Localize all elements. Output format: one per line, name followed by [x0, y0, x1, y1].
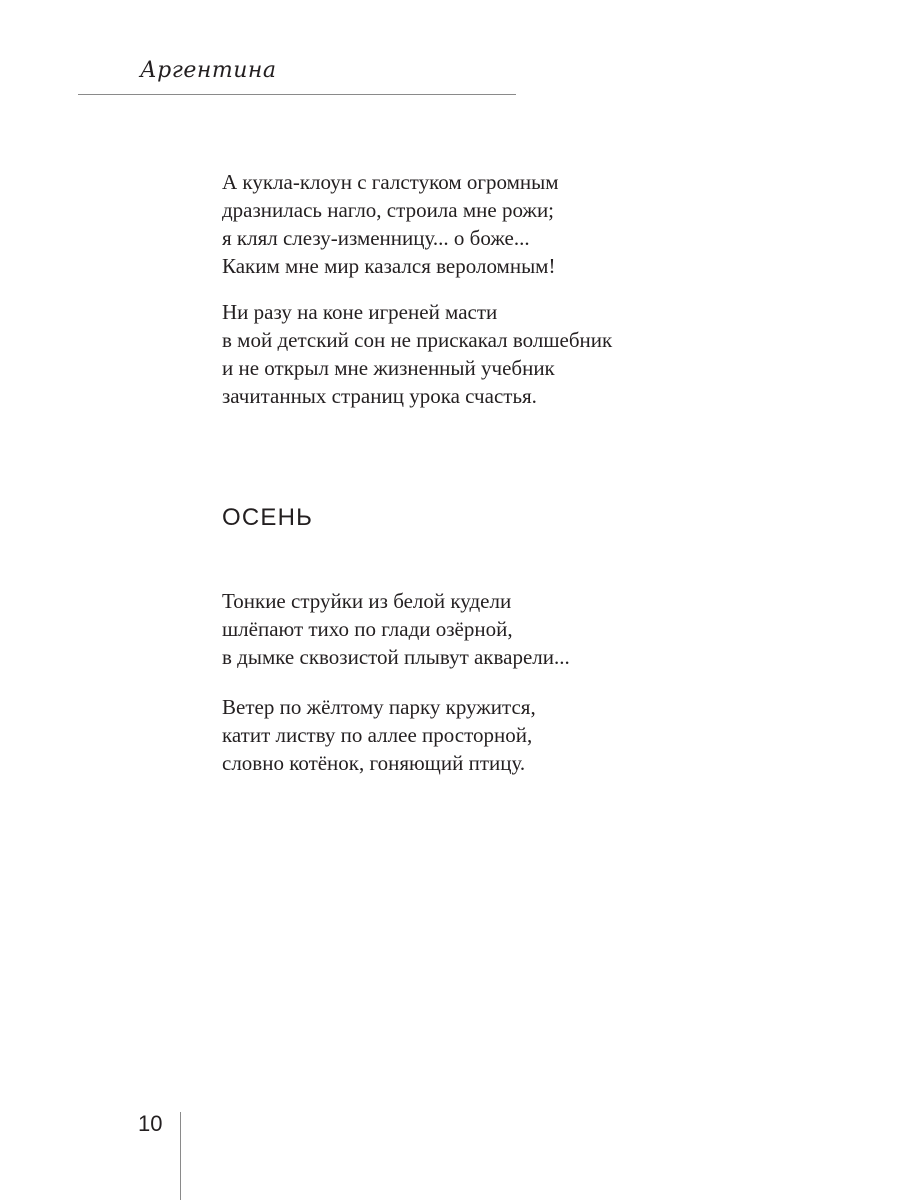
folio-divider [180, 1112, 181, 1200]
poem-line: и не открыл мне жизненный учебник [222, 356, 555, 380]
poem-stanza [222, 168, 559, 280]
poem-line: шлёпают тихо по глади озёрной, [222, 617, 513, 641]
header-divider [78, 94, 516, 95]
poem-line: словно котёнок, гоняющий птицу. [222, 751, 526, 775]
poem-line: Ветер по жёлтому парку кружится, [222, 695, 536, 719]
poem-stanza [222, 693, 536, 777]
poem-stanza [222, 587, 570, 671]
poem-line: Тонкие струйки из белой кудели [222, 589, 512, 613]
page-number: 10 [138, 1111, 163, 1136]
poem-line: Ни разу на коне игреней масти [222, 300, 498, 324]
poem-line: катит листву по аллее просторной, [222, 723, 533, 747]
poem-line: зачитанных страниц урока счастья. [222, 384, 537, 408]
poem-line: дразнилась нагло, строила мне рожи; [222, 198, 555, 222]
poem-line: в мой детский сон не прискакал волшебник [222, 328, 613, 352]
poem-stanza [222, 298, 612, 410]
poem-title: ОСЕНЬ [222, 504, 314, 531]
poem-line: Каким мне мир казался вероломным! [222, 254, 556, 278]
poem-line: А кукла-клоун с галстуком огромным [222, 170, 559, 194]
running-head-title: Аргентина [140, 58, 277, 83]
poem-line: я клял слезу-изменницу... о боже... [222, 226, 530, 250]
poem-line: в дымке сквозистой плывут акварели... [222, 645, 570, 669]
